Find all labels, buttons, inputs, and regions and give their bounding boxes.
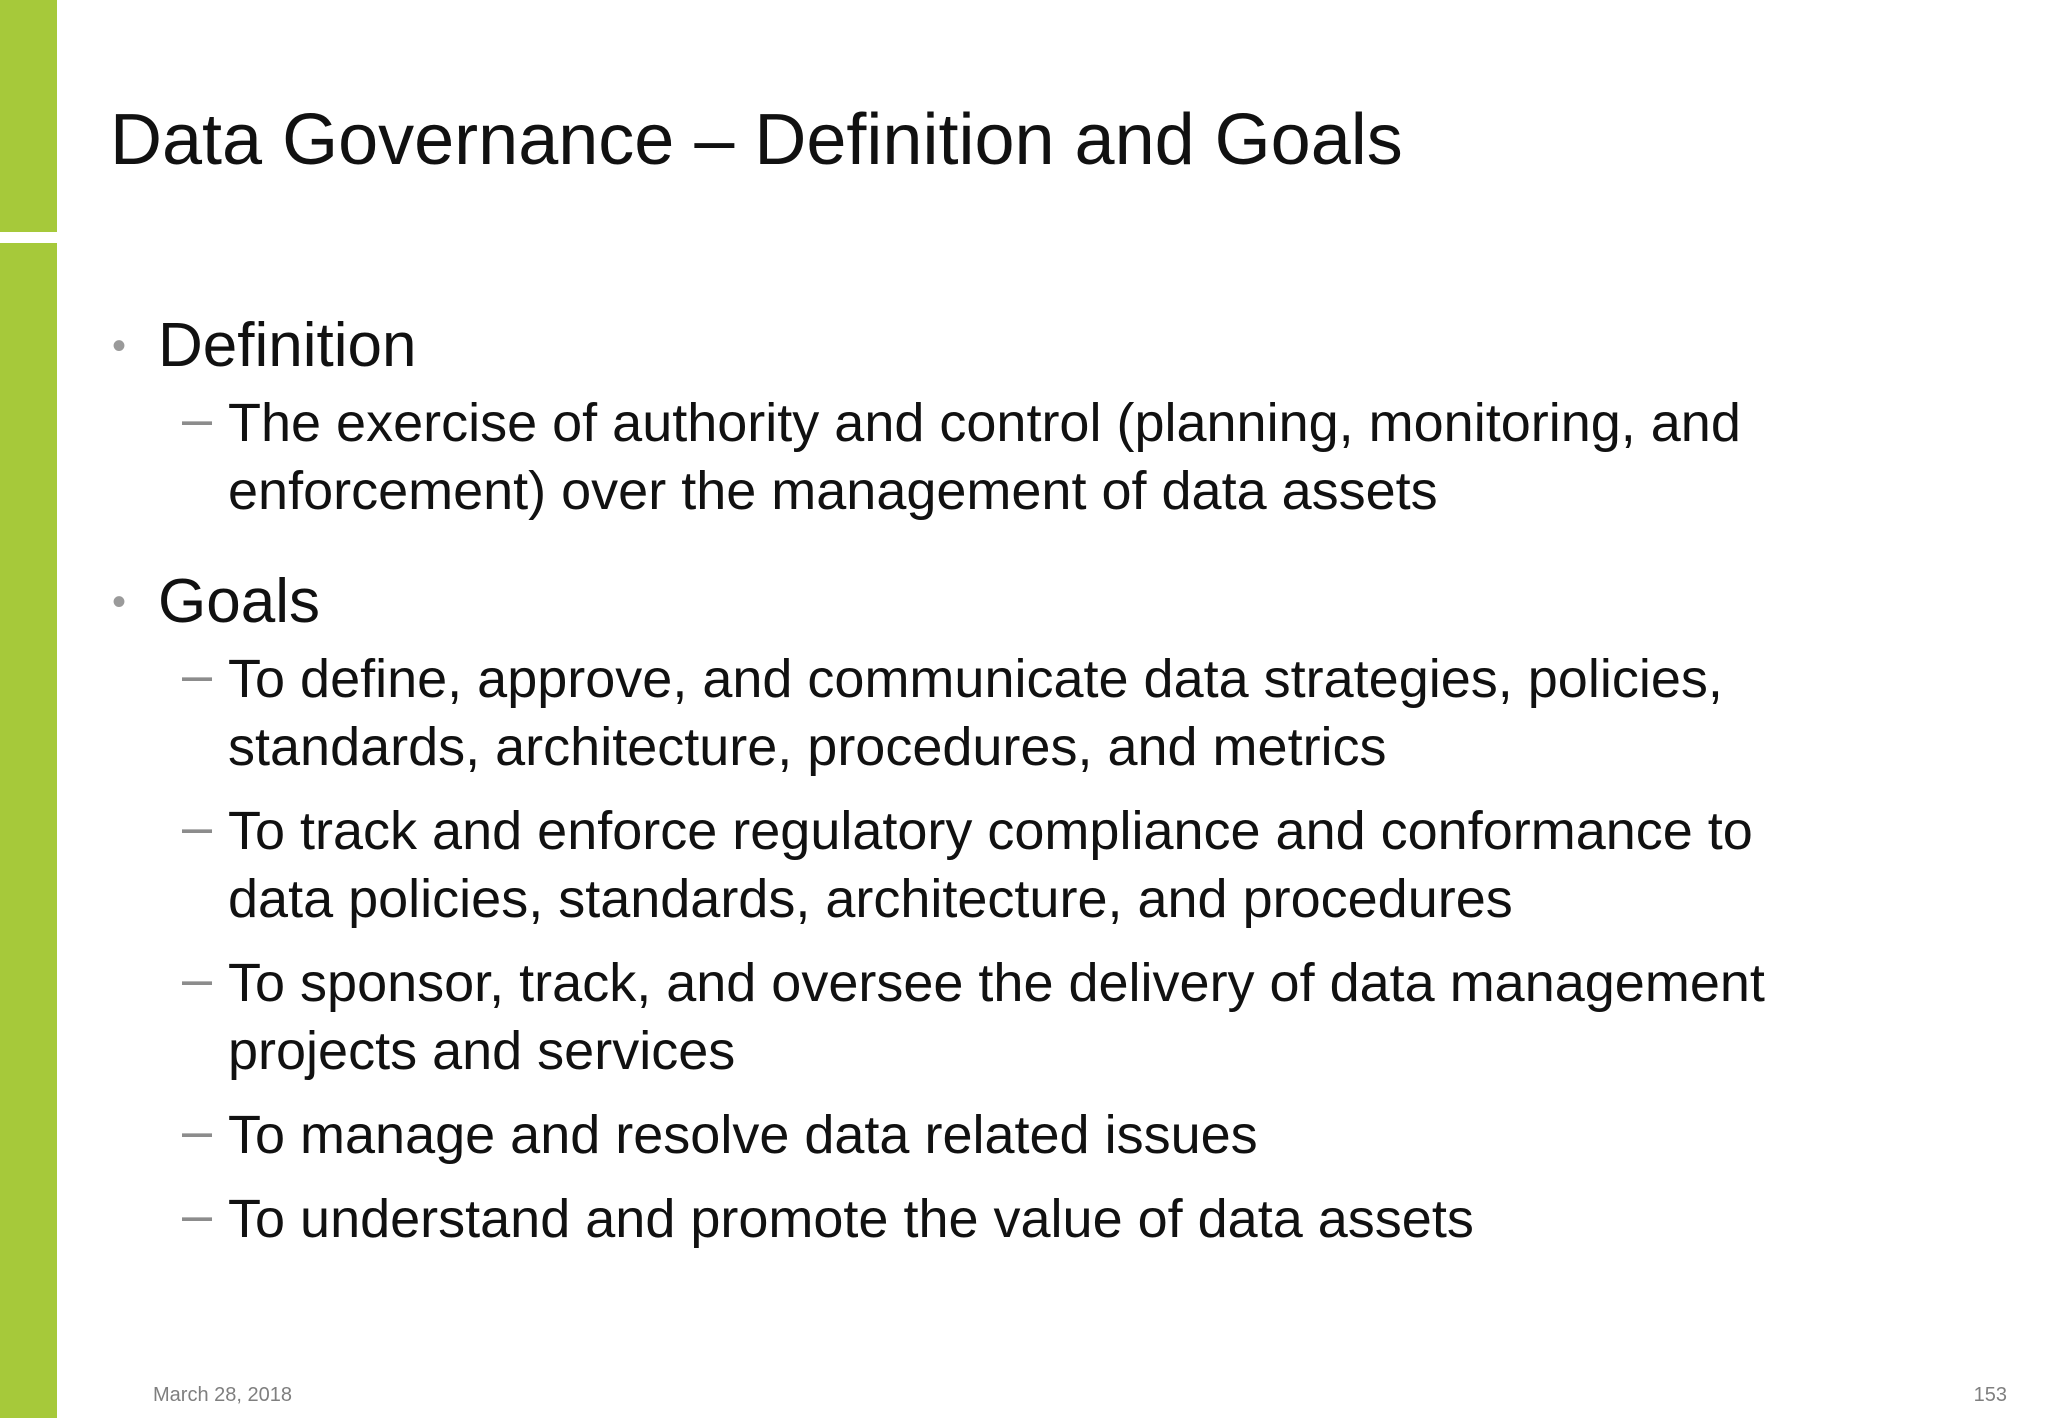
sub-bullet-line: The exercise of authority and control (planning, monitoring, and bbox=[228, 393, 1741, 453]
sub-bullet-line: To track and enforce regulatory compliance and conformance to bbox=[228, 801, 1753, 861]
dash-icon: – bbox=[182, 797, 213, 857]
sub-bullet bbox=[110, 1185, 1940, 1253]
sub-bullet-line: To understand and promote the value of data assets bbox=[228, 1189, 1474, 1249]
sub-bullet-line: standards, architecture, procedures, and metrics bbox=[228, 717, 1387, 777]
bullet-heading: Goals bbox=[158, 567, 320, 636]
sub-bullet bbox=[110, 797, 1940, 933]
sub-bullet-line: To sponsor, track, and oversee the delivery of data management bbox=[228, 953, 1765, 1013]
dash-icon: – bbox=[182, 389, 213, 449]
dash-icon: – bbox=[182, 949, 213, 1009]
accent-bar-top bbox=[0, 0, 57, 232]
page-number: 153 bbox=[1973, 1384, 2007, 1406]
footer-date: March 28, 2018 bbox=[153, 1384, 292, 1406]
sub-bullet-line: data policies, standards, architecture, and procedures bbox=[228, 869, 1513, 929]
dash-icon: – bbox=[182, 1101, 213, 1161]
bullet-dot-icon: • bbox=[112, 580, 127, 624]
sub-bullet-line: To manage and resolve data related issues bbox=[228, 1105, 1258, 1165]
dash-icon: – bbox=[182, 645, 213, 705]
bullet-heading: Definition bbox=[158, 311, 417, 380]
slide-body bbox=[110, 305, 1940, 1269]
sub-bullet bbox=[110, 949, 1940, 1085]
bullet-dot-icon: • bbox=[112, 324, 127, 368]
sub-bullet bbox=[110, 645, 1940, 781]
bullet-goals bbox=[110, 561, 1940, 643]
sub-bullet-line: To define, approve, and communicate data strategies, policies, bbox=[228, 649, 1723, 709]
sub-bullet-line: projects and services bbox=[228, 1021, 736, 1081]
bullet-definition bbox=[110, 305, 1940, 387]
accent-bar-side bbox=[0, 243, 57, 1418]
sub-bullet bbox=[110, 389, 1940, 525]
sub-bullet-line: enforcement) over the management of data assets bbox=[228, 461, 1438, 521]
sub-bullet bbox=[110, 1101, 1940, 1169]
dash-icon: – bbox=[182, 1185, 213, 1245]
slide-title: Data Governance – Definition and Goals bbox=[110, 100, 1403, 180]
